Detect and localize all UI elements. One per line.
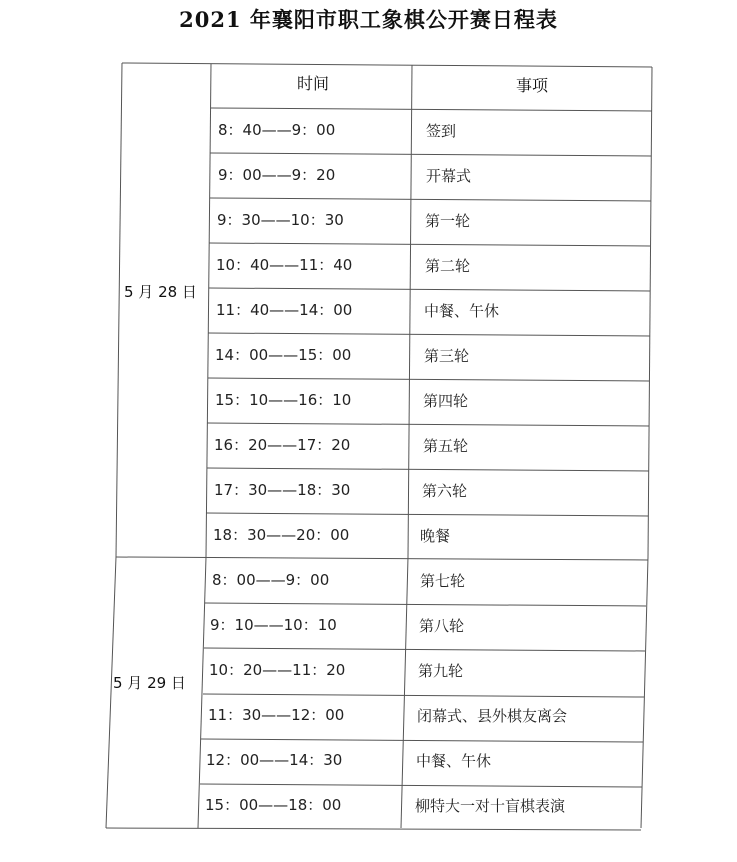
event-cell: 第四轮	[423, 392, 469, 410]
time-cell: 11：30——12：00	[208, 706, 345, 724]
time-cell: 10：40——11：40	[216, 256, 353, 274]
event-cell: 第六轮	[422, 482, 468, 500]
date-cell-day1: 5 月 28 日	[124, 283, 197, 301]
event-cell: 第九轮	[418, 662, 464, 680]
time-cell: 9：30——10：30	[217, 211, 344, 229]
date-cell-day2: 5 月 29 日	[113, 674, 186, 692]
event-cell: 签到	[426, 122, 457, 140]
event-cell: 第三轮	[424, 347, 470, 365]
event-cell: 闭幕式、县外棋友离会	[417, 707, 568, 725]
event-cell: 第八轮	[419, 617, 465, 635]
event-cell: 中餐、午休	[424, 302, 500, 320]
time-cell: 18：30——20：00	[213, 526, 350, 544]
event-cell: 第五轮	[423, 437, 469, 455]
time-cell: 12：00——14：30	[206, 751, 343, 769]
time-cell: 11：40——14：00	[216, 301, 353, 319]
event-cell: 第一轮	[425, 212, 471, 230]
event-cell: 晚餐	[420, 527, 451, 545]
time-cell: 8：00——9：00	[212, 571, 330, 589]
time-cell: 9：00——9：20	[218, 166, 336, 184]
time-cell: 15：10——16：10	[215, 391, 352, 409]
time-cell: 17：30——18：30	[214, 481, 351, 499]
event-cell: 柳特大一对十盲棋表演	[415, 797, 566, 815]
time-cell: 10：20——11：20	[209, 661, 346, 679]
header-time: 时间	[297, 74, 330, 93]
time-cell: 16：20——17：20	[214, 436, 351, 454]
event-cell: 第七轮	[420, 572, 466, 590]
time-cell: 9：10——10：10	[210, 616, 337, 634]
event-cell: 开幕式	[426, 167, 472, 185]
time-cell: 8：40——9：00	[218, 121, 336, 139]
header-event: 事项	[516, 76, 549, 95]
time-cell: 14：00——15：00	[215, 346, 352, 364]
page-title: 2021 年襄阳市职工象棋公开赛日程表	[179, 7, 558, 32]
event-cell: 第二轮	[425, 257, 471, 275]
event-cell: 中餐、午休	[416, 752, 492, 770]
time-cell: 15：00——18：00	[205, 796, 342, 814]
